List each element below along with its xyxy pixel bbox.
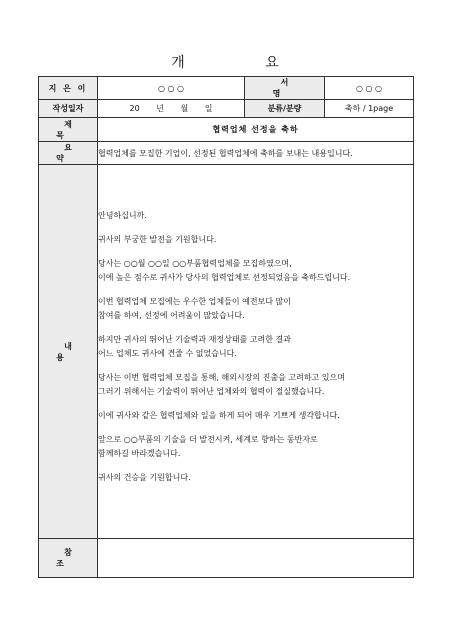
content-paragraph <box>98 433 413 461</box>
content-line: 그러기 위해서는 기술력이 뛰어난 업체와의 협력이 절실했습니다. <box>98 386 325 396</box>
reference-label: 참 조 <box>39 539 98 578</box>
content-paragraph <box>98 409 413 423</box>
content-line: 이번 협력업체 모집에는 우수한 업체들이 예전보다 많이 <box>98 296 291 306</box>
content-paragraph <box>98 471 413 485</box>
author-label: 지 은 이 <box>39 77 98 100</box>
signature-value: ○ ○ ○ <box>325 77 414 100</box>
content-paragraph <box>98 233 413 247</box>
content-line: 어느 업체도 귀사에 견줄 수 없었습니다. <box>98 348 237 358</box>
content-paragraph <box>98 209 413 223</box>
content-line: 귀사의 건승을 기원합니다. <box>98 472 191 482</box>
content-line: 당사는 ○○월 ○○일 ○○부품협력업체를 모집하였으며, <box>98 258 292 268</box>
content-line: 이에 높은 점수로 귀사가 당사의 협력업체로 선정되었음을 축하드립니다. <box>98 272 351 282</box>
subject-value: 협력업체 선정을 축하 <box>98 118 414 142</box>
content-paragraph <box>98 371 413 399</box>
content-line: 안녕하십니까. <box>98 210 147 220</box>
summary-label: 요 약 <box>39 142 98 165</box>
subject-label: 제 목 <box>39 118 98 142</box>
content-line: 함께하길 바라겠습니다. <box>98 448 181 458</box>
content-line: 앞으로 ○○부품의 기술을 더 발전시켜, 세계로 향하는 동반자로 <box>98 434 318 444</box>
content-line: 이에 귀사와 같은 협력업체와 일을 하게 되어 매우 기쁘게 생각합니다. <box>98 410 340 420</box>
date-label: 작성일자 <box>39 100 98 118</box>
signature-label: 서 명 <box>245 77 325 100</box>
content-paragraph <box>98 257 413 285</box>
category-label: 분류/분량 <box>245 100 325 118</box>
content-line: 귀사의 부궁한 발전을 기원합니다. <box>98 234 217 244</box>
content-line: 참여를 하여, 선정에 어려움이 많았습니다. <box>98 310 245 320</box>
author-value: ○ ○ ○ <box>98 77 245 100</box>
content-body <box>98 165 414 539</box>
document-table <box>38 76 414 578</box>
content-label: 내 용 <box>39 165 98 539</box>
content-line: 당사는 이번 협력업체 모집을 통해, 해외시장의 진출을 고려하고 있으며 <box>98 372 345 382</box>
content-paragraph <box>98 333 413 361</box>
summary-value: 협력업체를 모집한 기업이, 선정된 협력업체에 축하를 보내는 내용입니다. <box>98 142 414 165</box>
reference-value <box>98 539 414 578</box>
document-title: 개 요 <box>171 55 317 71</box>
category-value: 축하 / 1page <box>325 100 414 118</box>
content-line: 하지만 귀사의 뛰어난 기술력과 재정상태를 고려한 결과 <box>98 334 291 344</box>
date-value: 20 년 월 일 <box>98 100 245 118</box>
content-paragraph <box>98 295 413 323</box>
